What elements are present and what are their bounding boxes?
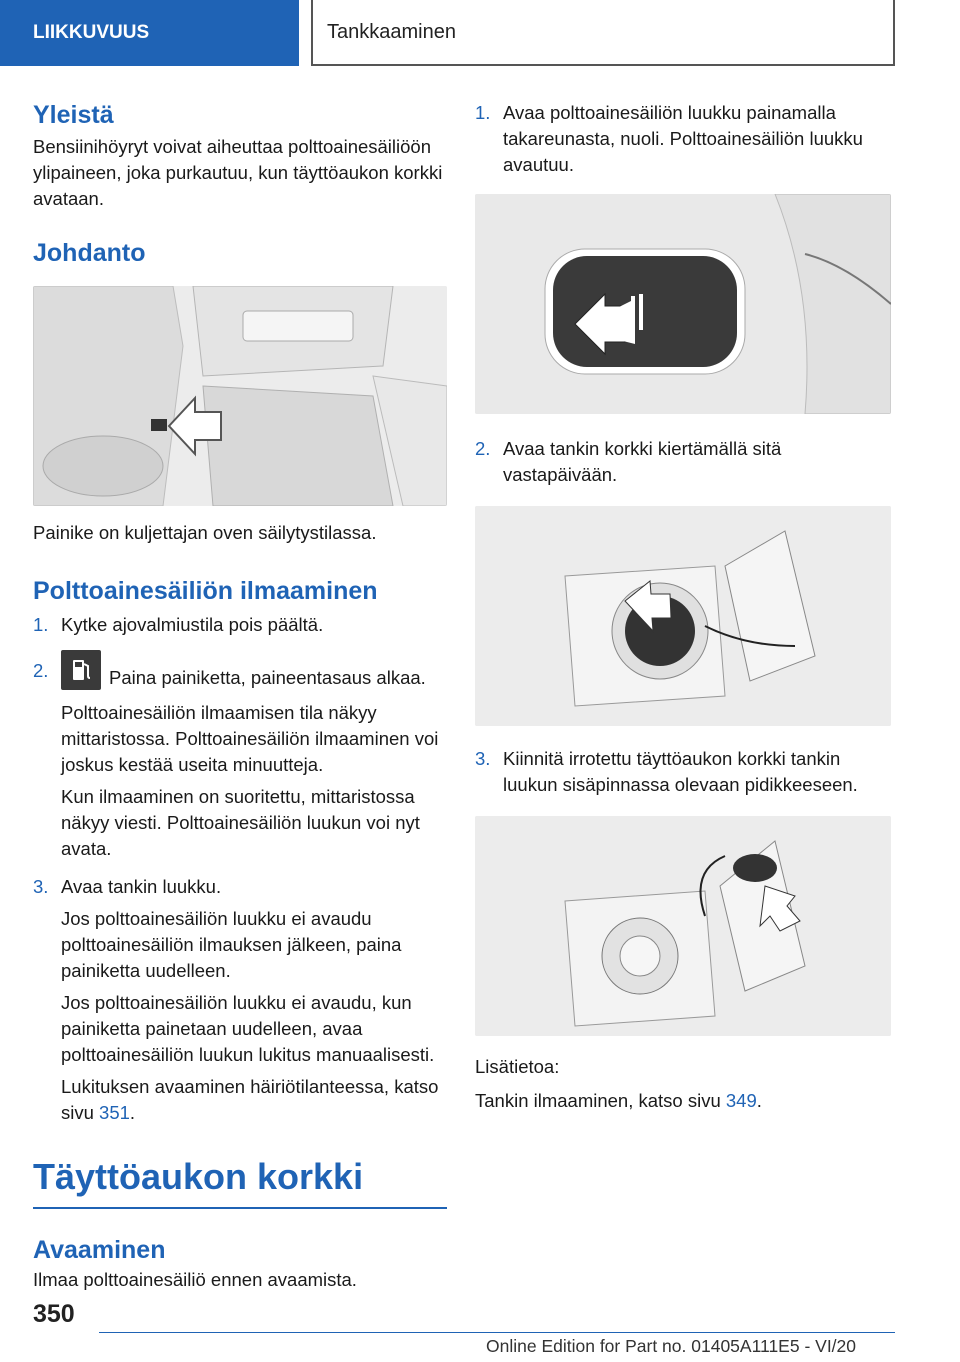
heading-ilmaaminen: Polttoainesäiliön ilmaaminen (33, 577, 378, 605)
figure-fuel-cap (475, 506, 891, 726)
right-step-2 (475, 436, 891, 488)
heading-avaaminen: Avaaminen (33, 1236, 166, 1265)
heading-korkki: Täyttöaukon korkki (33, 1156, 364, 1197)
step-3-para-2: Jos polttoainesäiliön luukku ei avaudu, kun painiketta painetaan uudelleen, avaa polttoainesäiliön luukun lukitus manuaalisesti. (61, 992, 435, 1065)
heading-johdanto: Johdanto (33, 239, 146, 267)
step-2-para-1: Polttoainesäiliön ilmaamisen tila näkyy mittaristossa. Polttoainesäiliön ilmaaminen voi joskus kestää useita minuutteja. (61, 702, 439, 775)
footer-rule (99, 1332, 895, 1333)
more-label: Lisätietoa: (475, 1056, 560, 1077)
johdanto-caption: Painike on kuljettajan oven säilytystilassa. (33, 522, 377, 543)
fuel-pump-icon (61, 650, 101, 690)
step-number: 2. (475, 438, 491, 459)
ilmaaminen-steps (33, 612, 447, 1126)
right-step-1 (475, 100, 891, 178)
ref-text: Lukituksen avaaminen häiriötilanteessa, katso sivu (61, 1076, 439, 1123)
figure-fuel-flap (475, 194, 891, 414)
avaaminen-text: Ilmaa polttoainesäiliö ennen avaamista. (33, 1269, 357, 1291)
page-link-351[interactable]: 351 (99, 1102, 130, 1123)
page-header (0, 0, 960, 66)
page-link-349[interactable]: 349 (725, 1090, 757, 1111)
page-number: 350 (33, 1300, 75, 1328)
step-1 (33, 612, 447, 638)
figure-cap-holder (475, 816, 891, 1036)
right-step-3 (475, 746, 891, 798)
step-3-para-3 (61, 1074, 447, 1126)
step-text: Avaa polttoainesäiliön luukku painamalla takareunasta, nuoli. Polttoainesäiliön luukku avautuu. (503, 102, 863, 175)
step-text: Paina painiketta, paineentasaus alkaa. (109, 667, 426, 688)
step-number: 3. (33, 876, 49, 897)
step-3 (33, 874, 447, 1126)
heading-yleista: Yleistä (33, 101, 114, 129)
step-number: 1. (475, 102, 491, 123)
ref-end: . (756, 1090, 762, 1111)
step-text: Avaa tankin korkki kiertämällä sitä vastapäivään. (503, 438, 782, 485)
ref-text: Tankin ilmaaminen, katso sivu (475, 1090, 721, 1111)
edition-text: Online Edition for Part no. 01405A111E5 - VI/20 (486, 1336, 857, 1356)
step-2 (33, 650, 447, 862)
left-column (33, 100, 447, 1293)
step-text: Kiinnitä irrotettu täyttöaukon korkki tankin luukun sisäpinnassa olevaan pidikkeeseen. (503, 748, 858, 795)
step-number: 1. (33, 614, 49, 635)
step-text: Avaa tankin luukku. (61, 876, 222, 897)
more-ref (475, 1088, 891, 1114)
ref-end: . (129, 1102, 136, 1123)
step-2-para-2: Kun ilmaaminen on suoritettu, mittaristossa näkyy viesti. Polttoainesäiliön luukun voi nyt avata. (61, 786, 420, 859)
chapter-title: Tankkaaminen (311, 0, 895, 66)
yleista-text: Bensiinihöyryt voivat aiheuttaa polttoainesäiliöön ylipaineen, joka purkautuu, kun täyttöaukon korkki avataan. (33, 136, 443, 209)
step-number: 3. (475, 748, 491, 769)
heading-rule (33, 1207, 447, 1209)
step-number: 2. (33, 660, 49, 681)
right-column (475, 100, 891, 1114)
section-tab[interactable]: LIIKKUVUUS (0, 0, 299, 66)
step-3-para-1: Jos polttoainesäiliön luukku ei avaudu polttoainesäiliön ilmauksen jälkeen, paina painiketta uudelleen. (61, 908, 402, 981)
figure-door-storage (33, 286, 447, 506)
step-text: Kytke ajovalmiustila pois päältä. (61, 614, 324, 635)
